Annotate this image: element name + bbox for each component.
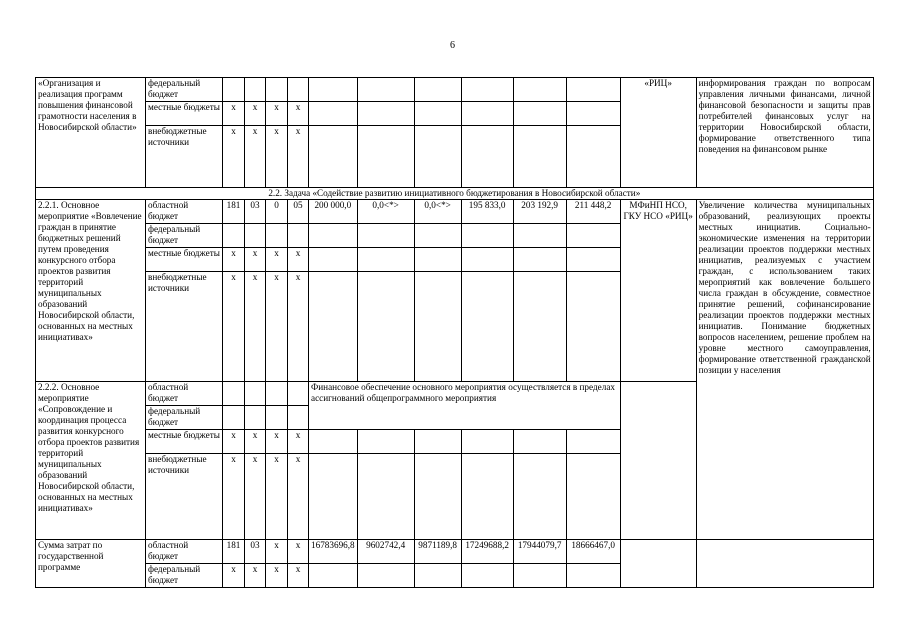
total-name: Сумма затрат по государственной программе [36, 540, 146, 588]
source-cell: областной бюджет [146, 382, 223, 406]
source-cell: областной бюджет [146, 200, 223, 224]
block1-executor: «РИЦ» [620, 78, 696, 188]
result-2-2: Увеличение количества муниципальных образований, реализующих проекты местных инициатив. Социально-экономические изменения на территории реализации проектов поддержки местных инициатив, реализуемых с участием граждан, с использованием таких мероприятий как вовлечение большего числа граждан в обсуждение, совместное принятие решений, софинансирование реализации проектов поддержки местных инициатив. Понимание бюджетных вопросов населением, решение проблем на уровне местного самоуправления, формирование ответственной гражданской позиции у населения [696, 200, 873, 540]
activity-2-2-1-name: 2.2.1. Основное мероприятие «Вовлечение граждан в принятие бюджетных решений путем проведения конкурсного отбора проектов развития территорий муниципальных образований Новосибирской области, основанных на местных инициативах» [36, 200, 146, 382]
financing-note: Финансовое обеспечение основного мероприятия осуществляется в пределах ассигнований общепрограммного мероприятия [309, 382, 621, 430]
source-cell: федеральный бюджет [146, 78, 223, 102]
program-table: «Организация и реализация программ повышения финансовой грамотности населения в Новосибирской области» федеральный бюджет «РИЦ» информирования граждан по вопросам управления личными финансами, личной финансовой безопасности и защиты прав потребителей финансовых услуг на территории Новосибирской области, формирование ответственного типа поведения на финансовом рынке местные бюджеты x x x x внебюджетные источники x x x x 2.2. Задача «Содействие развитию инициативного бюджетирования в Новосибирской области» 2.2.1. Основное мероприятие «Вовлечение граждан в принятие бюджетных решений путем проведения конкурсного отбора проектов развития территорий муниципальных образований Новосибирской области, основанных на местных инициативах» областной бюджет 181 03 0 05 200 000,0 0,0<*> 0,0<*> 195 833,0 203 192,9 211 448,2 МФиНП НСО, ГКУ НСО «РИЦ» Увеличение количества муниципальных образований, реализующих проекты местных инициатив. Социально-экономические изменения на территории реализации проектов поддержки местных инициатив, реализуемых с участием граждан, с использованием таких мероприятий как вовлечение большего числа граждан в обсуждение, совместное принятие решений, софинансирование реализации проектов поддержки местных инициатив. Понимание бюджетных вопросов населением, решение проблем на уровне местного самоуправления, формирование ответственной гражданской позиции у населения федеральный бюджет местные бюджеты x x x x внебюджетные источники x x x x 2.2.2. Основное мероприятие «Сопровождение и координация процесса развития конкурсного отбора проектов развития территорий муниципальных образований Новосибирской области, основанных на местных инициативах» областной бюджет Финансовое обеспечение основного мероприятия осуществляется в пределах ассигнований общепрограммного мероприятия федеральный бюджет местные бюджеты x x x x внебюджетные источники x x x x Сумма затрат по государственной программе областной бюджет 181 03 x x 16783696,8 9602742,4 9871189,8 17249688,2 17944079,7 18666467,0 федеральный бюджет x x x x [35, 77, 874, 588]
source-cell: областной бюджет [146, 540, 223, 564]
source-cell: местные бюджеты [146, 248, 223, 272]
block1-result: информирования граждан по вопросам управления личными финансами, личной финансовой безопасности и защиты прав потребителей финансовых услуг на территории Новосибирской области, формирование ответственного типа поведения на финансовом рынке [696, 78, 873, 188]
activity-2-2-1-executor: МФиНП НСО, ГКУ НСО «РИЦ» [620, 200, 696, 382]
source-cell: внебюджетные источники [146, 272, 223, 382]
task-heading: 2.2. Задача «Содействие развитию инициативного бюджетирования в Новосибирской области» [36, 188, 874, 200]
source-cell: внебюджетные источники [146, 126, 223, 188]
source-cell: внебюджетные источники [146, 454, 223, 540]
activity-2-2-2-name: 2.2.2. Основное мероприятие «Сопровождение и координация процесса развития конкурсного отбора проектов развития территорий муниципальных образований Новосибирской области, основанных на местных инициативах» [36, 382, 146, 540]
source-cell: федеральный бюджет [146, 224, 223, 248]
page-number: 6 [450, 40, 455, 51]
block1-name: «Организация и реализация программ повышения финансовой грамотности населения в Новосибирской области» [36, 78, 146, 188]
source-cell: федеральный бюджет [146, 406, 223, 430]
source-cell: местные бюджеты [146, 430, 223, 454]
source-cell: федеральный бюджет [146, 564, 223, 588]
source-cell: местные бюджеты [146, 102, 223, 126]
